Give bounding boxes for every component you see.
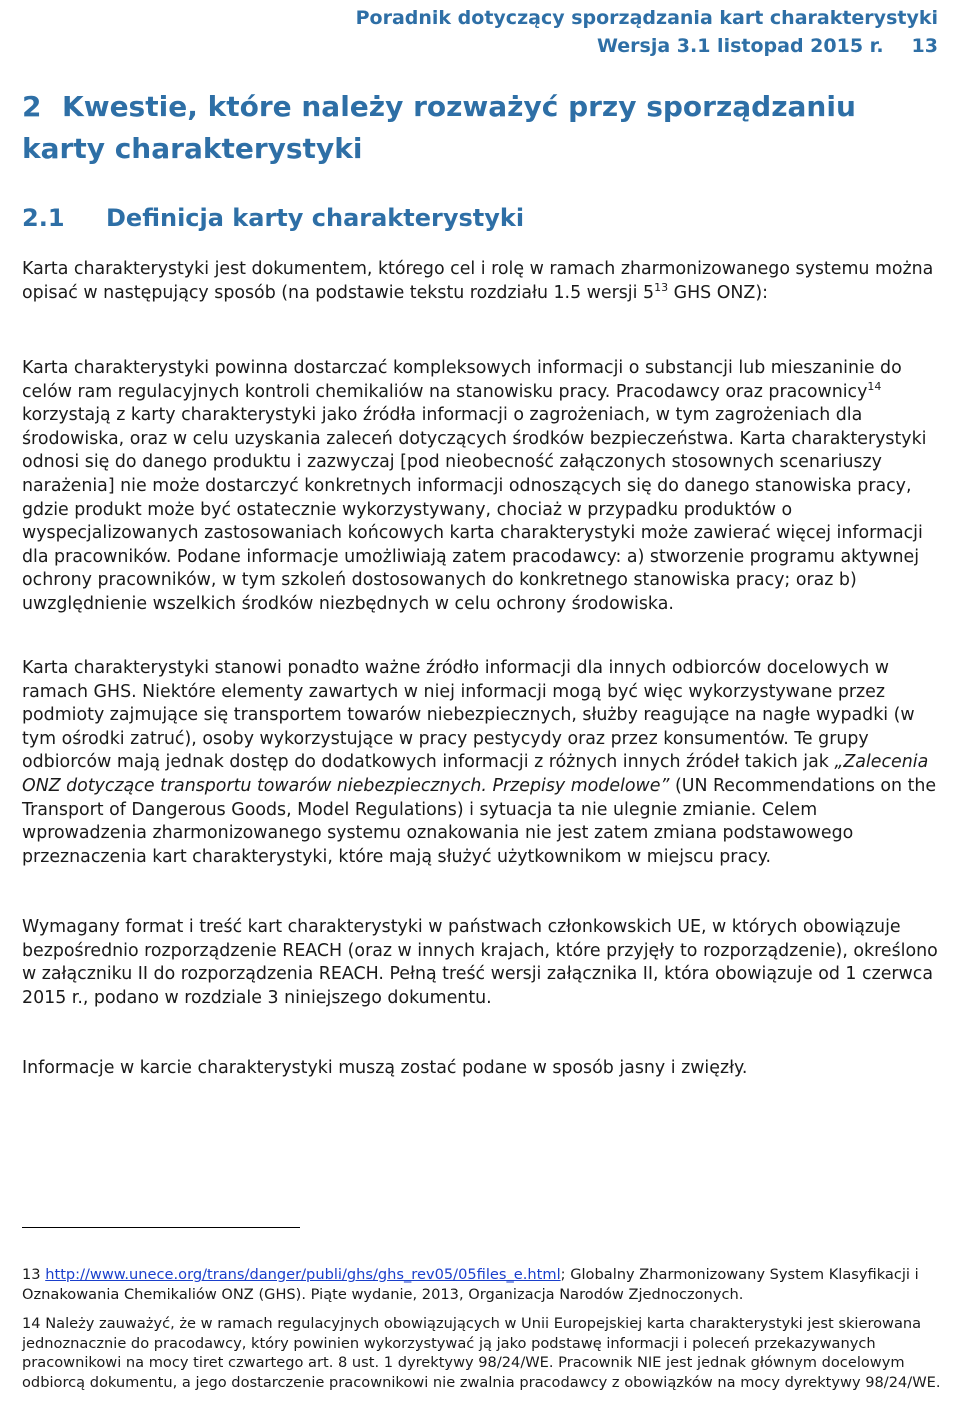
para2-part1: Karta charakterystyki powinna dostarczać kompleksowych informacji o substancji lub mieszaninie do celów ram regulacyjnych kontroli chemikaliów na stanowisku pracy. Pracodawcy oraz pracownicy [22, 358, 902, 402]
footnote-13-text: ; Globalny Zharmonizowany System Klasyfikacji i Oznakowania Chemikaliów ONZ (GHS). Piąte wydanie, 2013, Organizacja Narodów Zjednoczonych. [22, 1266, 919, 1303]
footnote-separator [22, 1227, 300, 1228]
paragraph-other-audiences [22, 657, 947, 869]
page-header [356, 4, 938, 60]
chapter-heading [22, 86, 942, 170]
chapter-title: Kwestie, które należy rozważyć przy sporządzaniu karty charakterystyki [22, 90, 856, 165]
version-line [356, 32, 938, 60]
footnote-13-link[interactable]: http://www.unece.org/trans/danger/publi/ghs/ghs_rev05/05files_e.html [45, 1266, 561, 1283]
para1-text: Karta charakterystyki jest dokumentem, którego cel i rolę w ramach zharmonizowanego systemu można opisać w następujący sposób (na podstawie tekstu rozdziału 1.5 wersji 5 [22, 259, 934, 303]
para3-italic: „Zalecenia ONZ dotyczące transportu towarów niebezpiecznych. Przepisy modelowe” [22, 752, 929, 796]
footnote-ref-13[interactable]: 13 [654, 280, 669, 294]
paragraph-sds-purpose [22, 357, 947, 617]
section-title: Definicja karty charakterystyki [106, 204, 525, 232]
para3-part1: Karta charakterystyki stanowi ponadto ważne źródło informacji dla innych odbiorców docelowych w ramach GHS. Niektóre elementy zawartych w niej informacji mogą być więc wykorzystywane przez podmioty zajmujące się transportem towarów niebezpiecznych, służby reagujące na nagłe wypadki (w tym ośrodki zatruć), osoby wykorzystujące w pracy pestycydy oraz przez konsumentów. Te grupy odbiorców mają jednak dostęp do dodatkowych informacji z różnych innych źródeł takich jak [22, 658, 915, 773]
paragraph-definition-intro [22, 258, 947, 305]
chapter-number: 2 [22, 90, 42, 123]
para1-tail: GHS ONZ): [668, 282, 768, 303]
footnote-13-number: 13 [22, 1266, 41, 1283]
paragraph-clarity: Informacje w karcie charakterystyki muszą zostać podane w sposób jasny i zwięzły. [22, 1058, 748, 1078]
footnote-13 [22, 1265, 952, 1304]
section-heading [22, 198, 524, 238]
version-text: Wersja 3.1 listopad 2015 r. [596, 35, 884, 57]
para3-part2: (UN Recommendations on the Transport of Dangerous Goods, Model Regulations) i sytuacja ta nie ulegnie zmianie. Celem wprowadzenia zharmonizowanego systemu oznakowania nie jest zatem zmiana podstawowego przeznaczenia kart charakterystyki, które mają służyć użytkownikom w miejscu pracy. [22, 775, 937, 867]
document-title: Poradnik dotyczący sporządzania kart charakterystyki [355, 7, 938, 29]
footnote-ref-14[interactable]: 14 [867, 379, 882, 393]
footnote-14-text: Należy zauważyć, że w ramach regulacyjnych obowiązujących w Unii Europejskiej karta charakterystyki jest skierowana jednoznacznie do pracodawcy, który powinien wykorzystywać ją jako podstawę informacji i poleceń przekazywanych pracownikowi na mocy tiret czwartego art. 8 ust. 1 dyrektywy 98/24/WE. Pracownik NIE jest jednak głównym docelowym odbiorcą dokumentu, a jego dostarczenie pracownikowi nie zwalnia pracodawcy z obowiązków na mocy dyrektywy 98/24/WE. [22, 1315, 941, 1391]
para2-part2: korzystają z karty charakterystyki jako źródła informacji o zagrożeniach, w tym zagrożeniach dla środowiska, oraz w celu uzyskania zaleceń dotyczących środków bezpieczeństwa. Karta charakterystyki odnosi się do danego produktu i zazwyczaj [pod nieobecność załączonych stosownych scenariuszy narażenia] nie może dostarczyć konkretnych informacji odnoszących się do danego stanowiska pracy, gdzie produkt może być ostatecznie wykorzystywany, chociaż w przypadku produktów o wyspecjalizowanych zastosowaniach końcowych karta charakterystyki może zawierać więcej informacji dla pracowników. Podane informacje umożliwiają zatem pracodawcy: a) stworzenie programu aktywnej ochrony pracowników, w tym szkoleń dostosowanych do konkretnego stanowiska pracy; oraz b) uwzględnienie wszelkich środków niezbędnych w celu ochrony środowiska. [22, 405, 927, 614]
page-number: 13 [911, 35, 938, 57]
footnote-14 [22, 1314, 952, 1392]
paragraph-reach-format: Wymagany format i treść kart charakterystyki w państwach członkowskich UE, w których obowiązuje bezpośrednio rozporządzenie REACH (oraz w innych krajach, które przyjęły to rozporządzenie), określono w załączniku II do rozporządzenia REACH. Pełną treść wersji załącznika II, która obowiązuje od 1 czerwca 2015 r., podano w rozdziale 3 niniejszego dokumentu. [22, 917, 938, 1008]
section-number: 2.1 [22, 204, 65, 232]
footnote-14-number: 14 [22, 1315, 41, 1332]
